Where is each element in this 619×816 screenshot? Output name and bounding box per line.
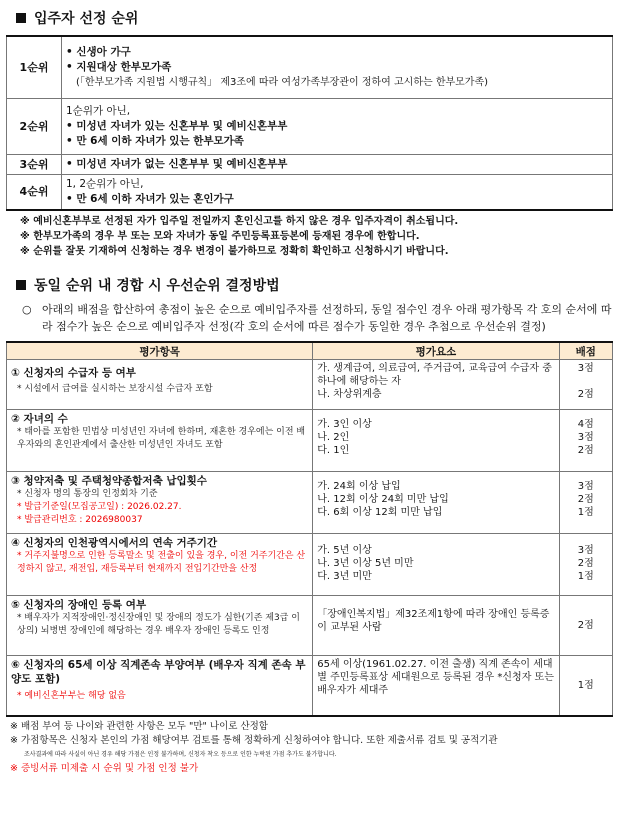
item-cell: ③ 청약저축 및 주택청약종합저축 납입횟수 * 신청자 명의 통장의 인정회차 기준 * 발급기준일(모집공고일) : 2026.02.27. * 발급관리번호 : 2026980037: [7, 472, 313, 534]
note-line: ※ 증빙서류 미제출 시 순위 및 가점 인정 불가: [10, 762, 199, 774]
rank-cell: 1순위: [7, 36, 62, 98]
rank-description: • 신생아 가구 • 지원대상 한부모가족 (「한부모가족 지원법 시행규칙」 제3조에 따라 여성가족부장관이 정하여 고시하는 한부모가족): [62, 36, 613, 98]
score-cell: 2점: [559, 596, 612, 656]
table-row: [7, 154, 613, 174]
header-factor: 평가요소: [313, 342, 559, 360]
factor-cell: 가. 24회 이상 납입 나. 12회 이상 24회 미만 납입 다. 6회 이상 12회 미만 납입: [313, 472, 559, 534]
section2-intro: ○ 아래의 배점을 합산하여 총점이 높은 순으로 예비입주자를 선정하되, 동일 점수인 경우 아래 평가항목 각 호의 순서에 따라 점수가 높은 순으로 예비입주자 선정(각 호의 순서에 따른 점수가 동일한 경우 추첨으로 우선순위 결정): [22, 303, 612, 333]
note-line: ※ 한부모가족의 경우 부 또는 모와 자녀가 동일 주민등록표등본에 등재된 경우에 한합니다.: [20, 231, 420, 242]
section1-notes: [6, 214, 613, 259]
factor-cell: 「장애인복지법」제32조제1항에 따라 장애인 등록증이 교부된 사람: [313, 596, 559, 656]
priority-table: [6, 35, 613, 211]
note-line: ※ 순위를 잘못 기재하여 신청하는 경우 변경이 불가하므로 정확히 확인하고 신청하시기 바랍니다.: [20, 246, 449, 257]
table-row: [7, 656, 613, 716]
factor-cell: 가. 3인 이상 나. 2인 다. 1인: [313, 410, 559, 472]
table-row: [7, 410, 613, 472]
item-cell: ② 자녀의 수 * 태아를 포함한 민법상 미성년인 자녀에 한하며, 재혼한 경우에는 이전 배우자와의 혼인관계에서 출산한 미성년인 자녀도 포함: [7, 410, 313, 472]
item-cell: ⑥ 신청자의 65세 이상 직계존속 부양여부 (배우자 직계 존속 부양도 포함) * 예비신혼부부는 해당 없음: [7, 656, 313, 716]
square-bullet-icon: [16, 280, 26, 290]
square-bullet-icon: [16, 13, 26, 23]
item-cell: ④ 신청자의 인천광역시에서의 연속 거주기간 * 거주지불명으로 인한 등록말소 및 전출이 있을 경우, 이전 거주기간은 산정하지 않고, 재전입, 재등록부터 현재까지 전입기간만을 산정: [7, 534, 313, 596]
section1-title: 입주자 선정 순위: [6, 0, 613, 28]
circle-bullet-icon: ○: [22, 303, 32, 316]
note-line: 조사결과에 따라 사실이 아닌 경우 해당 가점은 인정 불가하며, 신청자 착오 등으로 인한 누락된 가점 추가도 불가합니다.: [24, 750, 337, 758]
note-line: ※ 가점항목은 신청자 본인의 가점 해당여부 검토를 통해 정확하게 신청하여야 합니다. 또한 제출서류 검토 및 공적기관: [10, 734, 498, 746]
score-cell: 3점 2점 1점: [559, 472, 612, 534]
table-row: [7, 98, 613, 154]
item-cell: ⑤ 신청자의 장애인 등록 여부 * 배우자가 지적장애인·정신장애인 및 장애의 정도가 심한(기존 제3급 이상의) 뇌병변 장애인에 해당하는 경우 배우자 장애인 등록도 인정: [7, 596, 313, 656]
table-row: [7, 174, 613, 210]
table-row: [7, 36, 613, 98]
header-item: 평가항목: [7, 342, 313, 360]
scoring-table: [6, 341, 613, 717]
score-cell: 3점 2점: [559, 360, 612, 410]
score-cell: 4점 3점 2점: [559, 410, 612, 472]
item-cell: ① 신청자의 수급자 등 여부 * 시설에서 급여를 실시하는 보장시설 수급자 포함: [7, 360, 313, 410]
score-cell: 3점 2점 1점: [559, 534, 612, 596]
score-cell: 1점: [559, 656, 612, 716]
note-line: ※ 예비신혼부부로 선정된 자가 입주일 전일까지 혼인신고를 하지 않은 경우 입주자격이 취소됩니다.: [20, 216, 459, 227]
section2-title: 동일 순위 내 경합 시 우선순위 결정방법: [6, 275, 613, 295]
section2-notes: [6, 720, 613, 776]
factor-cell: 65세 이상(1961.02.27. 이전 출생) 직계 존속이 세대별 주민등록표상 세대원으로 등록된 경우 *신청자 또는 배우자가 세대주: [313, 656, 559, 716]
rank-cell: 4순위: [7, 174, 62, 210]
table-row: [7, 534, 613, 596]
note-line: ※ 배점 부여 등 나이와 관련한 사항은 모두 "만" 나이로 산정함: [10, 720, 268, 732]
rank-description: 1, 2순위가 아닌, • 만 6세 이하 자녀가 있는 혼인가구: [62, 174, 613, 210]
header-score: 배점: [559, 342, 612, 360]
rank-cell: 2순위: [7, 98, 62, 154]
factor-cell: 가. 5년 이상 나. 3년 이상 5년 미만 다. 3년 미만: [313, 534, 559, 596]
factor-cell: 가. 생계급여, 의료급여, 주거급여, 교육급여 수급자 중 하나에 해당하는 자 나. 차상위계층: [313, 360, 559, 410]
table-row: [7, 360, 613, 410]
table-row: [7, 472, 613, 534]
rank-description: • 미성년 자녀가 없는 신혼부부 및 예비신혼부부: [62, 154, 613, 174]
rank-description: 1순위가 아닌, • 미성년 자녀가 있는 신혼부부 및 예비신혼부부 • 만 6세 이하 자녀가 있는 한부모가족: [62, 98, 613, 154]
table-header-row: [7, 342, 613, 360]
rank-cell: 3순위: [7, 154, 62, 174]
table-row: [7, 596, 613, 656]
